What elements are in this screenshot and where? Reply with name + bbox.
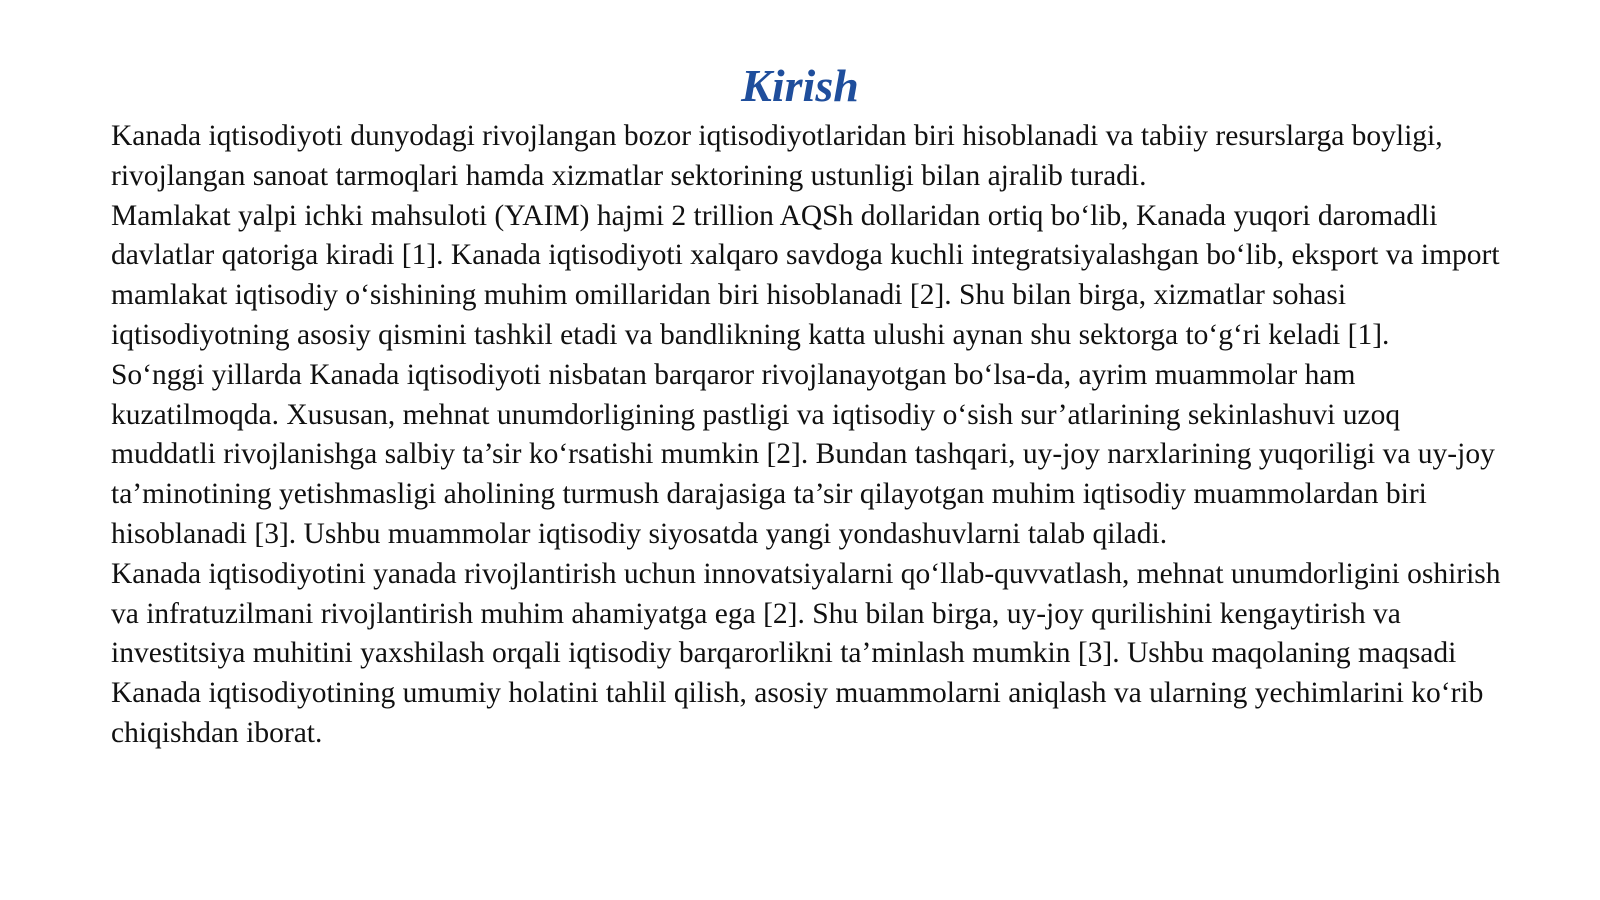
paragraph-problems: So‘nggi yillarda Kanada iqtisodiyoti nisbatan barqaror rivojlanayotgan bo‘lsa-da, ayrim muammolar ham kuzatilmoqda. Xususan, mehnat unumdorligining pastligi va iqtisodiy o‘sish sur’atlarining sekinlashuvi uzoq muddatli rivojlanishga salbiy ta’sir ko‘rsatishi mumkin [2]. Bundan tashqari, uy-joy narxlarining yuqoriligi va uy-joy ta’minotining yetishmasligi aholining turmush darajasiga ta’sir qilayotgan muhim iqtisodiy muammolardan biri hisoblanadi [3]. Ushbu muammolar iqtisodiy siyosatda yangi yondashuvlarni talab qiladi.: [111, 358, 1495, 550]
paragraph-solutions: Kanada iqtisodiyotini yanada rivojlantirish uchun innovatsiyalarni qo‘llab-quvvatlash, mehnat unumdorligini oshirish va infratuzilmani rivojlantirish muhim ahamiyatga ega [2]. Shu bilan birga, uy-joy qurilishini kengaytirish va investitsiya muhitini yaxshilash orqali iqtisodiy barqarorlikni ta’minlash mumkin [3]. Ushbu maqolaning maqsadi Kanada iqtisodiyotining umumiy holatini tahlil qilish, asosiy muammolarni aniqlash va ularning yechimlarini ko‘rib chiqishdan iborat.: [111, 557, 1501, 749]
body-text: [111, 117, 1501, 754]
paragraph-gdp: Mamlakat yalpi ichki mahsuloti (YAIM) hajmi 2 trillion AQSh dollaridan ortiq bo‘lib, Kanada yuqori daromadli davlatlar qatoriga kiradi [1]. Kanada iqtisodiyoti xalqaro savdoga kuchli integratsiyalashgan bo‘lib, eksport va import mamlakat iqtisodiy o‘sishining muhim omillaridan biri hisoblanadi [2]. Shu bilan birga, xizmatlar sohasi iqtisodiyotning asosiy qismini tashkil etadi va bandlikning katta ulushi aynan shu sektorga to‘g‘ri keladi [1].: [111, 199, 1500, 351]
slide-title: Kirish: [741, 60, 859, 111]
paragraph-intro: Kanada iqtisodiyoti dunyodagi rivojlangan bozor iqtisodiyotlaridan biri hisoblanadi va tabiiy resurslarga boyligi, rivojlangan sanoat tarmoqlari hamda xizmatlar sektorining ustunligi bilan ajralib turadi.: [111, 120, 1443, 192]
